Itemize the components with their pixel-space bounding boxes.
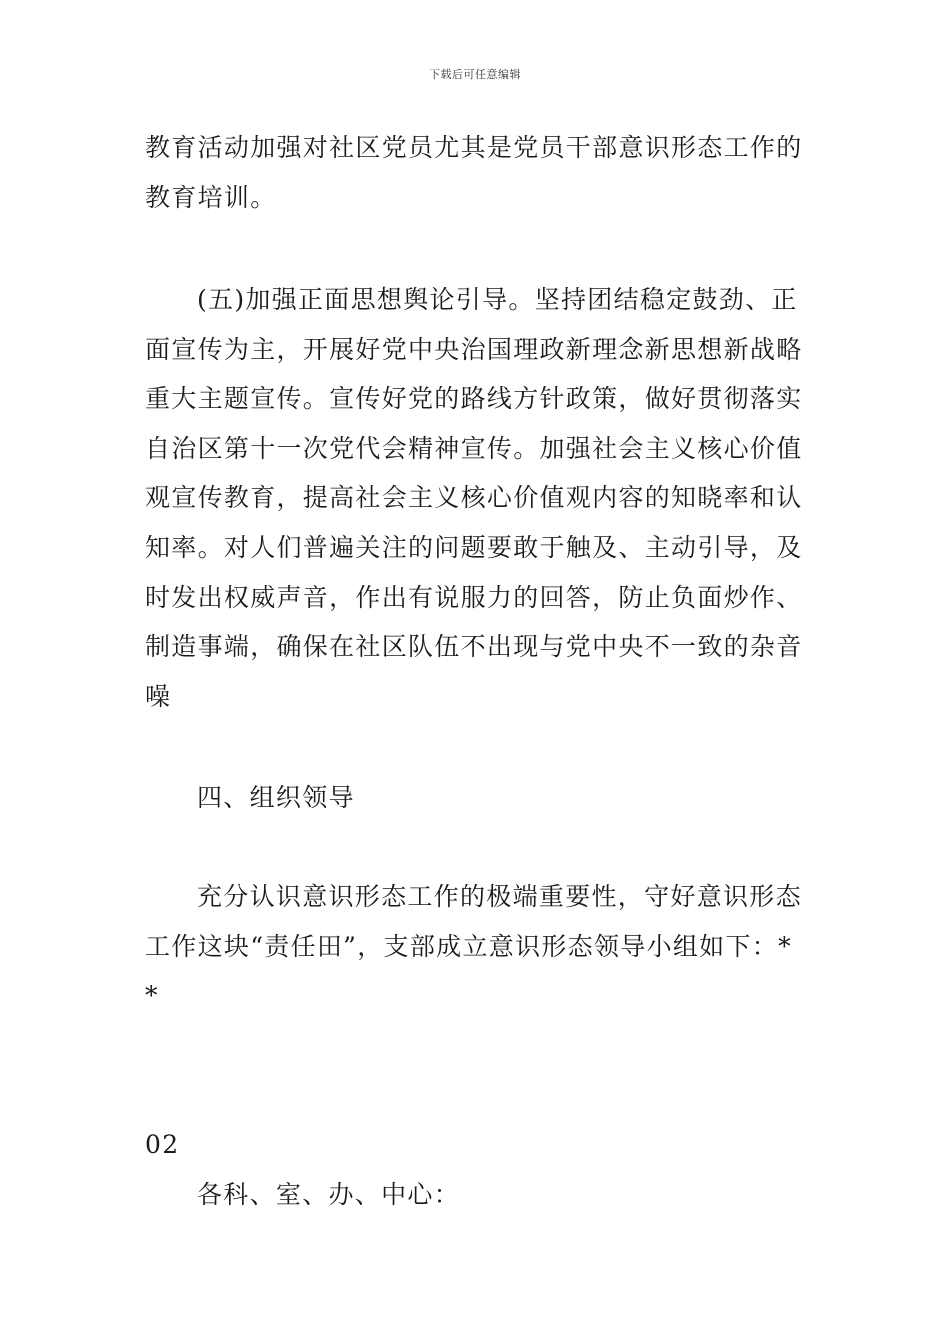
text-line: 重大主题宣传。宣传好党的路线方针政策，做好贯彻落实 (145, 384, 803, 413)
text-line: 面宣传为主，开展好党中央治国理政新理念新思想新战略 (145, 335, 803, 364)
text-line: 制造事端，确保在社区队伍不出现与党中央不一致的杂音 (145, 632, 803, 661)
text-line: (五)加强正面思想舆论引导。坚持团结稳定鼓劲、正 (197, 285, 798, 314)
text-line: 充分认识意识形态工作的极端重要性，守好意识形态 (197, 882, 802, 911)
text-line: 教育活动加强对社区党员尤其是党员干部意识形态工作的 (145, 133, 803, 162)
text-line: 知率。对人们普遍关注的问题要敢于触及、主动引导，及 (145, 533, 803, 562)
text-line: 时发出权威声音，作出有说服力的回答，防止负面炒作、 (145, 583, 803, 612)
code-text: 02 (145, 1130, 180, 1159)
text-line: 自治区第十一次党代会精神宣传。加强社会主义核心价值 (145, 434, 803, 463)
text-line: 噪 (145, 682, 172, 711)
text-line: 教育培训。 (145, 183, 277, 212)
text-line: 各科、室、办、中心： (197, 1180, 461, 1209)
section-heading: 四、组织领导 (197, 783, 355, 812)
text-line: 观宣传教育，提高社会主义核心价值观内容的知晓率和认 (145, 483, 803, 512)
page-header-note: 下载后可任意编辑 (429, 68, 521, 81)
text-line: 工作这块“责任田”，支部成立意识形态领导小组如下：* (145, 932, 792, 961)
text-line: * (145, 981, 159, 1010)
